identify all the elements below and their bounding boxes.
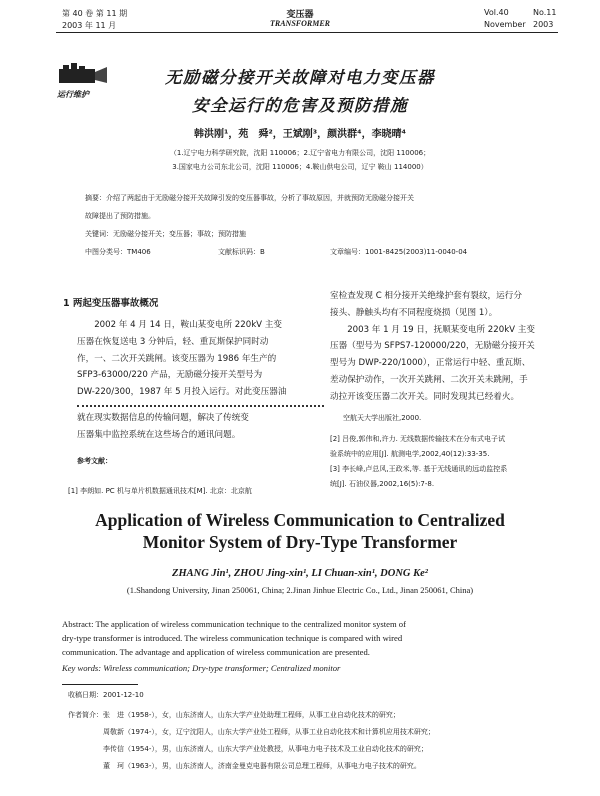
- clc-number: 中图分类号：TM406: [85, 248, 151, 256]
- abstract-line: communication. The advantage and application of wireless communication are presented.: [62, 647, 370, 657]
- column-break-divider: [77, 405, 324, 407]
- bio-line: 董 珂（1963-），男，山东济南人，济南金曼克电器有限公司总理工程师，从事电力电子技术的研究。: [68, 762, 421, 770]
- english-title-line1: Application of Wireless Communication to Centralized: [95, 510, 505, 530]
- abstract-cn-line2: 故障提出了预防措施。: [85, 212, 155, 220]
- reference-continued: 空航天大学出版社,2000.: [343, 414, 422, 422]
- english-abstract: [62, 617, 406, 659]
- left-paragraph: [77, 317, 337, 401]
- references-heading: 参考文献：: [77, 457, 112, 465]
- text-line: 就在现实数据信息的传输问题，解决了传统变: [77, 413, 249, 423]
- right-references: [330, 432, 507, 492]
- english-authors: ZHANG Jin¹, ZHOU Jing-xin¹, LI Chuan-xin¹, DONG Ke²: [172, 568, 428, 579]
- bio-line: 周敬新（1974-），女，辽宁沈阳人，山东大学产业处工程师，从事工业自动化技术和计算机应用技术研究；: [68, 728, 435, 736]
- text-line: DW-220/300，1987 年 5 月投入运行。对此变压器油: [77, 387, 287, 398]
- text-line: 型号为 DWP-220/1000），正常运行中轻、重瓦斯、: [330, 358, 531, 369]
- section-heading: 1 两起变压器事故概况: [63, 298, 159, 309]
- abstract-line: dry-type transformer is introduced. The wireless communication technique is compared with wired: [62, 633, 403, 643]
- paper-authors: 韩洪刚¹，苑 舜²，王斌刚³，颜洪群⁴，李晓晴⁴: [194, 129, 406, 140]
- abstract-line: Abstract: The application of wireless communication technique to the centralized monitor system of: [62, 619, 406, 629]
- text-line: 压器（型号为 SFPS7-120000/220，无励磁分接开关: [330, 341, 535, 352]
- reference-item: [1] 李朗如. PC 机与单片机数据通讯技术[M]. 北京：北京航: [68, 487, 252, 495]
- paper-affiliation-line2: 3.国家电力公司东北公司，沈阳 110006；4.鞍山供电公司，辽宁 鞍山 114000）: [172, 163, 428, 171]
- text-line: 作，一、二次开关跳闸。该变压器为 1986 年生产的: [77, 353, 277, 364]
- paper-affiliation-line1: （1.辽宁电力科学研究院，沈阳 110006；2.辽宁省电力有限公司，沈阳 110006；: [169, 149, 431, 157]
- article-number: 文章编号：1001-8425(2003)11-0040-04: [330, 248, 468, 256]
- abstract-cn-line1: 摘要：介绍了两起由于无励磁分接开关故障引发的变压器事故，分析了事故原因，并就预防无励磁分接开关: [85, 194, 414, 202]
- paper-title-line2: 安全运行的危害及预防措施: [192, 96, 408, 115]
- received-date: 收稿日期：2001-12-10: [68, 691, 144, 699]
- text-line: 压器在恢复送电 3 分钟后，轻、重瓦斯保护同时动: [77, 336, 269, 347]
- reference-item: [3] 李长峰,卢总风,王政米,等. 基于无线通讯的远动监控系: [330, 465, 508, 473]
- reference-item: [2] 吕俊,郭伟和,许力. 无线数据传输技术在分布式电子试: [330, 435, 506, 443]
- text-line: 压器集中监控系统在这些场合的通讯问题。: [77, 429, 241, 440]
- text-line: SFP3-63000/220 产品，无励磁分接开关型号为: [77, 370, 263, 381]
- journal-volume-en: Vol.40: [484, 8, 509, 17]
- journal-volume-cn: 第 40 卷 第 11 期: [62, 9, 128, 18]
- reference-item: 统[J]. 石油仪器,2002,16(5):7-8.: [330, 480, 435, 488]
- header-rule: [56, 32, 558, 33]
- text-line: 差动保护动作，一次开关跳闸、二次开关未跳闸，手: [330, 374, 528, 385]
- text-line: 2002 年 4 月 14 日，鞍山某变电所 220kV 主变: [77, 320, 282, 330]
- bio-line: 作者简介：张 进（1958-），女，山东济南人，山东大学产业处助理工程师，从事工业自动化技术的研究；: [68, 711, 400, 719]
- bio-line: 李传信（1954-），男，山东济南人，山东大学产业处教授，从事电力电子技术及工业自动化技术的研究；: [68, 745, 428, 753]
- paper-title-line1: 无励磁分接开关故障对电力变压器: [165, 68, 435, 87]
- author-bios: [68, 707, 435, 775]
- document-code: 文献标识码：B: [218, 248, 265, 256]
- section-badge-label: 运行维护: [57, 90, 89, 99]
- keywords-cn: 关键词：无励磁分接开关；变压器；事故；预防措施: [85, 230, 246, 238]
- english-keywords: Key words: Wireless communication; Dry-type transformer; Centralized monitor: [62, 663, 341, 673]
- journal-year-en: 2003: [533, 20, 554, 29]
- right-paragraph: [330, 288, 570, 406]
- left-continued-paragraph: [77, 410, 337, 444]
- journal-number-en: No.11: [533, 8, 557, 17]
- reference-item: 验系统中的应用[J]. 航测电学,2002,40(12):33-35.: [330, 450, 490, 458]
- text-line: 室检查发现 C 相分接开关绝缘护套有裂纹，运行分: [330, 291, 522, 301]
- journal-title-en: TRANSFORMER: [269, 19, 331, 28]
- text-line: 动拉开该变压器二次开关。同时发现其已经着火。: [330, 391, 520, 402]
- text-line: 接头、静触头均有不同程度烧损（见图 1）。: [330, 307, 498, 318]
- text-line: 2003 年 1 月 19 日，抚顺某变电所 220kV 主变: [330, 324, 535, 335]
- english-affiliation: (1.Shandong University, Jinan 250061, China; 2.Jinan Jinhue Electric Co., Ltd., Jinan 250061, China): [126, 585, 474, 595]
- footnote-rule: [62, 684, 138, 685]
- english-title-line2: Monitor System of Dry-Type Transformer: [142, 532, 458, 552]
- journal-month-en: November: [484, 20, 526, 29]
- journal-date-cn: 2003 年 11 月: [62, 21, 117, 30]
- journal-title-cn: 变压器: [286, 10, 314, 20]
